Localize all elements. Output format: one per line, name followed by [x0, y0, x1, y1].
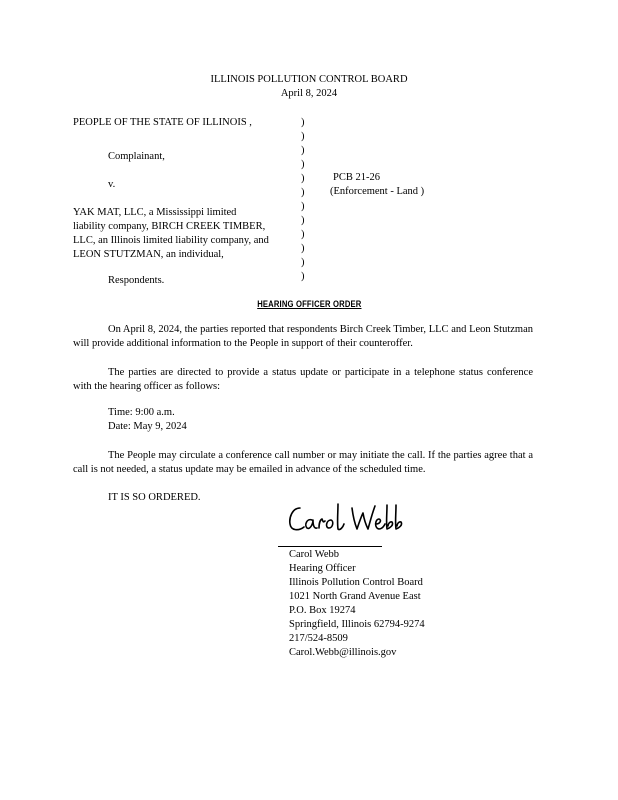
order-paragraph-3 [73, 449, 533, 477]
caption-paren: ) [301, 117, 305, 128]
caption-paren: ) [301, 257, 305, 268]
caption-paren: ) [301, 131, 305, 142]
signer-phone: 217/524-8509 [289, 633, 348, 644]
signer-city-state-zip: Springfield, Illinois 62794-9274 [289, 619, 425, 630]
case-number: PCB 21-26 [333, 172, 380, 183]
defendant-line-1: YAK MAT, LLC, a Mississippi limited [73, 207, 237, 218]
caption-paren: ) [301, 159, 305, 170]
signer-organization: Illinois Pollution Control Board [289, 577, 423, 588]
signature-line [278, 546, 382, 547]
board-title: ILLINOIS POLLUTION CONTROL BOARD [210, 74, 408, 85]
defendant-line-2: liability company, BIRCH CREEK TIMBER, [73, 221, 266, 232]
caption-paren: ) [301, 215, 305, 226]
caption-divider [301, 116, 311, 284]
case-number-block [330, 171, 424, 199]
defendant-line-3: LLC, an Illinois limited liability company, and [73, 235, 269, 246]
order-paragraph-1 [73, 323, 533, 351]
closing-statement: IT IS SO ORDERED. [108, 492, 201, 503]
plaintiff-name: PEOPLE OF THE STATE OF ILLINOIS , [73, 117, 252, 128]
caption-paren: ) [301, 201, 305, 212]
case-type: (Enforcement - Land ) [330, 186, 425, 197]
caption-paren: ) [301, 187, 305, 198]
caption-paren: ) [301, 271, 305, 282]
caption-paren: ) [301, 145, 305, 156]
case-caption-parties [73, 116, 303, 288]
signer-po-box: P.O. Box 19274 [289, 605, 356, 616]
hearing-time: Time: 9:00 a.m. [108, 407, 175, 418]
order-paragraph-2 [73, 366, 533, 394]
hearing-date: Date: May 9, 2024 [108, 421, 187, 432]
handwritten-signature [286, 500, 412, 536]
caption-paren: ) [301, 229, 305, 240]
caption-paren: ) [301, 173, 305, 184]
order-heading [0, 297, 618, 312]
signer-title: Hearing Officer [289, 563, 356, 574]
signer-name: Carol Webb [289, 549, 339, 560]
order-heading-text: HEARING OFFICER ORDER [256, 299, 362, 309]
defendant-line-4: LEON STUTZMAN, an individual, [73, 249, 224, 260]
plaintiff-role: Complainant, [108, 151, 165, 162]
signature-block [289, 548, 425, 660]
paragraph-2-text: The parties are directed to provide a status update or participate in a telephone status conference with the hearing officer as follows: [73, 367, 533, 392]
defendant-role: Respondents. [108, 275, 165, 286]
caption-paren: ) [301, 243, 305, 254]
order-date: April 8, 2024 [280, 88, 338, 99]
signer-email: Carol.Webb@illinois.gov [289, 647, 397, 658]
signer-street-address: 1021 North Grand Avenue East [289, 591, 421, 602]
paragraph-3-text: The People may circulate a conference call number or may initiate the call. If the parties agree that a call is not needed, a status update may be emailed in advance of the scheduled time. [73, 450, 533, 475]
versus-label: v. [108, 179, 116, 190]
paragraph-1-text: On April 8, 2024, the parties reported that respondents Birch Creek Timber, LLC and Leon Stutzman will provide additional information to the People in support of their counteroffer. [73, 324, 533, 349]
